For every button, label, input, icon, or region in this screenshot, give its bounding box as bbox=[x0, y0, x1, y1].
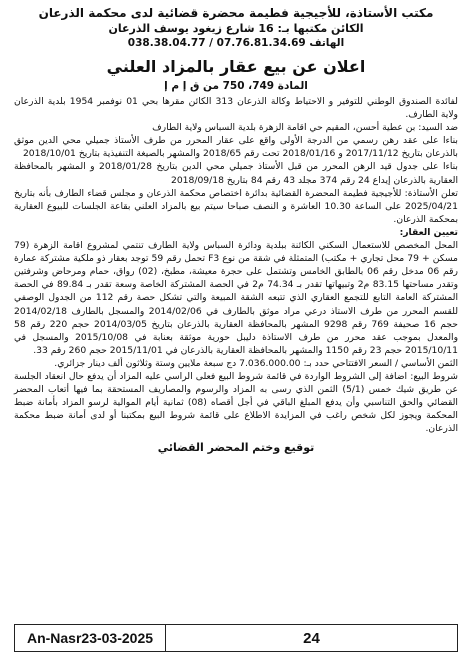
legal-article: المادة 749، 750 من ق إ م إ bbox=[164, 80, 308, 92]
office-phone: الهاتف 07.76.81.34.69 / 038.38.04.77 bbox=[127, 37, 345, 49]
page-number: 24 bbox=[303, 629, 320, 647]
base-price: الثمن الأساسي / السعر الافتتاحي حدد بـ: 7.036.000.00 دج سبعة ملايين وستة وثلاثون ألف دينار جزائري. bbox=[54, 357, 458, 369]
office-name: مكتب الأستاذة، للأجيجية فطيمة محضرة قضائية لدى محكمة الذرعان bbox=[38, 6, 434, 20]
paragraph: لفائدة الصندوق الوطني للتوفير و الاحتياط وكالة الذرعان 313 الكائن مقرها بحي 01 نوفمبر 1954 بلدية الذرعان ولاية الطارف. bbox=[14, 96, 458, 121]
paragraph: ضد السيد: بن عطية أحسن، المقيم حي اقامة الزهرة بلدية السباس ولاية الطارف bbox=[152, 122, 458, 134]
announcement-body bbox=[14, 95, 458, 435]
newspaper-stamp: An-Nasr23-03-2025 bbox=[15, 625, 166, 651]
page-title: اعلان عن بيع عقار بالمزاد العلني bbox=[106, 57, 366, 76]
signature-line: توقيع وختم المحضر القضائي bbox=[157, 441, 315, 455]
property-subtitle: تعيين العقار: bbox=[399, 226, 458, 238]
office-address: الكائن مكتبها بـ: 16 شارع زيغود يوسف الذرعان bbox=[108, 22, 364, 35]
paragraph: بناءا على جدول قيد الرهن المحرر من قبل الأستاذ جميلي محي الدين بتاريخ 2018/01/28 و المشهر بالمحافظة العقارية بالذرعان إيداع 24 رقم 374 مجلد 43 رقم 84 بتاريخ 2018/09/18 bbox=[14, 161, 458, 186]
paragraph: تعلن الأستاذة: للأجيجية فطيمة المحضرة القضائية بدائرة اختصاص محكمة الذرعان و مجلس قضاء الطارف بأنه بتاريخ 2025/04/21 على الساعة 10.30 العاشرة و النصف صباحا سيتم بيع بالمزاد العلني بقاعة الجلسات للبيوع العقارية بمحكمة الذرعان. bbox=[14, 187, 458, 225]
office-header bbox=[14, 6, 458, 51]
paragraph: المحل المخصص للاستعمال السكني الكائنة ببلدية ودائرة السباس ولاية الطارف تنتمي لمشروع اقامة الزهرة (79 مسكن + 79 محل تجاري + مكتب) المتمثلة في شقة من نوع F3 تحمل رقم 59 توجد بعقار ذو ملكية مشتركة عمارة رقم 06 مدخل رقم 06 بالطابق الخامس وتشتمل على حجرة معيشة، مطبخ، (02) رواق، حمام ومرحاض وشرفتين وتقدر مساحتها 83.15 م2 وتبيهاتها تقدر بـ 74.34 م2 في الحصة المشتركة الخاصة وسعة تقدر بـ 89.84 في الحصة المشتركة العامة التابع للتجمع العقاري الذي تتبعه الشقة المبيعة والتي تشكل حصة رقم 112 من الجدول الوصفي للقسم المحرر من طرف الاستاذ درعي مراد موثق بالطارف في 2014/02/06 والمسجل بالطارف 2014/02/18 حجم 16 صحيفة 769 رقم 9298 المشهر بالمحافظة العقارية بالذرعان بتاريخ 2014/03/05 حجم 220 رقم 58 والمعدل بموجب عقد محرر من طرف الاستاذة دليبل حورية موثقة بعنابة في 2015/10/08 والمسجل في 2015/10/11 حجم 23 رقم 1150 والمشهر بالمحافظة العقارية بالذرعان في 2015/11/01 حجم 260 رقم 33. bbox=[14, 240, 459, 356]
paragraph: شروط البيع: اضافة إلى الشروط الواردة في قائمة شروط البيع فعلى الراسي عليه المزاد أن يدفع حال انعقاد الجلسة عن طريق شيك خمس (5/1) الثمن الذي رسى به المزاد والرسوم والمصاريف المستحقة بما فيها أتعاب المحضر القضائي والحق التناسبي وأن يدفع المبلغ الباقي في أجل أقصاه (08) ثمانية أيام الموالية لرسو المزاد بأمانة ضبط المحكمة ويجوز لكل شخص راغب في المزايدة الاطلاع على قائمة شروط البيع بمكتبنا أو لدى أمانة ضبط محكمة الذرعان. bbox=[14, 370, 458, 435]
newspaper-footer bbox=[14, 624, 458, 652]
paragraph: بناءا على عقد رهن رسمي من الدرجة الأولى واقع على عقار المحرر من طرف الأستاذ جميلي محي الدين موثق بالذرعان بتاريخ 2017/11/12 و 2018/01/16 تحت رقم 2018/65 والمشهر بالصيغة التنفيذية بتاريخ 2018/10/01 bbox=[14, 135, 458, 160]
